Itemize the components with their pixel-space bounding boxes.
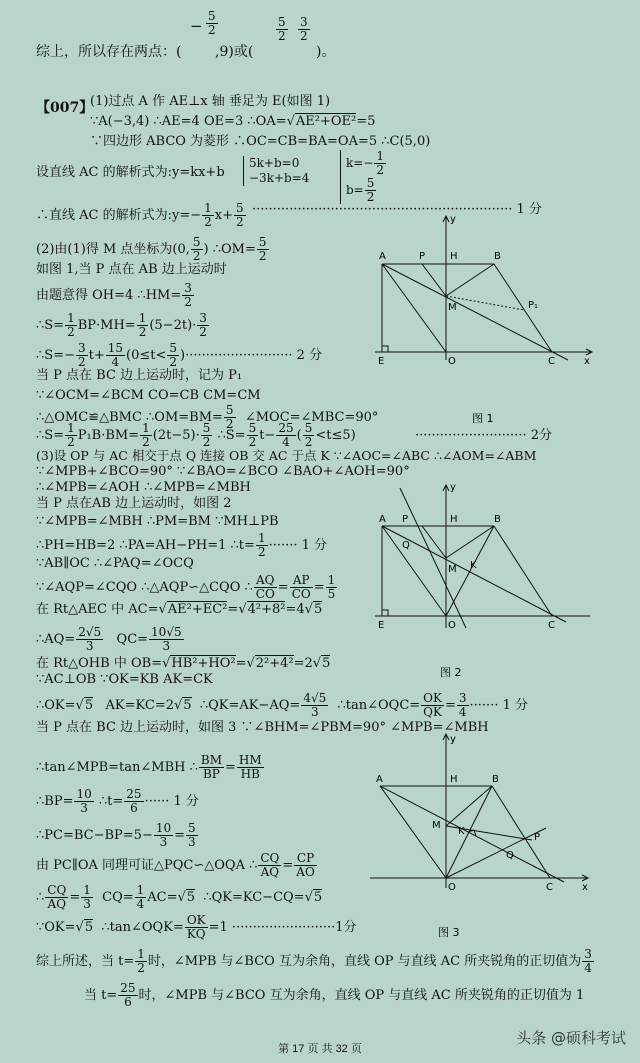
fig2-label-k: K: [470, 560, 477, 571]
fig1-seg-mb: [446, 264, 494, 296]
p3-line15: ∴tan∠MPB=tan∠MBH ∴ $\frac{BM}{BP}$ = $\frac{HM}{HB}$: [36, 753, 262, 781]
fig1-label-m: M: [448, 302, 457, 313]
p2-line7: ∵∠OCM=∠BCM CO=CB CM=CM: [36, 388, 261, 403]
p3-line19: ∴ $\frac{CQ}{AQ}$ = $\frac{1}{3}$ CQ= $\frac{1}{4}$ AC=√5 ∴QK=KC−CQ=√5: [36, 883, 323, 911]
fig1-label-a: A: [379, 251, 386, 262]
fig1-label-y: y: [450, 214, 456, 225]
p3-line8: ∵∠AQP=∠CQO ∴△AQP∽△CQO ∴ $\frac{AQ}{CO}$ = $\frac{AP}{CO}$ = $\frac{1}{5}$: [36, 573, 336, 601]
fig2-label-q: Q: [402, 540, 410, 551]
p1-line3: ∵四边形 ABCO 为菱形 ∴OC=CB=BA=OA=5 ∴C(5,0): [90, 134, 431, 149]
header-frac-5-2b: $\frac{5}{2}$: [278, 15, 286, 43]
fig3-caption: 图 3: [438, 926, 460, 939]
fig3-label-c: C: [546, 882, 553, 893]
fig2-caption: 图 2: [440, 666, 462, 678]
p3-line10: ∴AQ= $\frac{2√5}{3}$ QC= $\frac{10√5}{3}$: [36, 625, 182, 653]
fig2-label-e: E: [378, 620, 385, 631]
p2-line9: ∴S= $\frac{1}{2}$ P₁B·BM= $\frac{1}{2}$ (2t−5)· $\frac{5}{2}$ ∴S= $\frac{5}{2}$ t− $\frac{25}{4}$ ( $\frac{5}{2}$ <t≤5): [36, 421, 356, 449]
header-summary: 综上，所以存在两点：(: [36, 44, 182, 60]
fig2-label-p: P: [402, 514, 409, 525]
fig1-label-p1: P₁: [528, 300, 539, 311]
figure-3: [350, 730, 600, 940]
p2-score: ··························· 2分: [415, 428, 552, 443]
p3-line14: 当 P 点在 BC 边上运动时，如图 3 ∵∠BHM=∠PBM=90° ∠MPB=∠MBH: [36, 720, 489, 735]
problem-id: 【007】: [36, 100, 94, 116]
watermark: 头条 @硕科考试: [516, 1029, 626, 1047]
p3-line6: ∴PH=HB=2 ∴PA=AH−PH=1 ∴t= $\frac{1}{2}$ ······· 1 分: [36, 531, 328, 559]
header-mid: ,9)或(: [215, 44, 254, 60]
fig3-side-ao: [380, 786, 446, 878]
page-footer: 第 17 页 共 32 页: [278, 1043, 362, 1055]
p3-line18: 由 PC∥OA 同理可证△PQC∽△OQA ∴ $\frac{CQ}{AQ}$ = $\frac{CP}{AO}$: [36, 851, 315, 879]
p2-line6: 当 P 点在 BC 边上运动时，记为 P₁: [36, 368, 243, 383]
fig1-right-angle-e: [382, 346, 388, 352]
p2-line1: (2)由(1)得 M 点坐标为(0, $\frac{5}{2}$ ) ∴OM= $\frac{5}{2}$: [36, 235, 267, 263]
figure-2: [370, 478, 600, 678]
p2-line8: ∴△OMC≌△BMC ∴OM=BM= $\frac{5}{2}$ ∠MOC=∠MBC=90°: [36, 403, 379, 431]
p1-score: ······························································· 1 分: [252, 202, 542, 217]
fig1-label-x: x: [584, 356, 590, 367]
fig3-label-p: P: [534, 832, 541, 843]
fig1-label-b: B: [494, 251, 501, 262]
fig1-side-bc: [494, 264, 552, 352]
header-frac-5-2: $\frac{5}{2}$: [208, 9, 216, 37]
p3-line5: ∵∠MPB=∠MBH ∴PM=BM ∵MH⊥PB: [36, 514, 279, 529]
p3-line12: ∵AC⊥OB ∵OK=KB AK=CK: [36, 672, 213, 687]
p3-line9: 在 Rt△AEC 中 AC=√AE²+EC²=√4²+8²=4√5: [36, 602, 323, 617]
fig1-label-p: P: [419, 251, 426, 262]
fig3-label-h: H: [450, 774, 458, 785]
fig1-label-o: O: [448, 356, 456, 367]
p1-system: 5k+b=0 −3k+b=4: [243, 156, 309, 186]
fig3-label-b: B: [492, 774, 499, 785]
p3-line21: 综上所述，当 t= $\frac{1}{2}$ 时，∠MPB 与∠BCO 互为余角，直线 OP 与直线 AC 所夹锐角的正切值为 $\frac{3}{4}$: [36, 947, 592, 975]
p3-line20: ∵OK=√5 ∴tan∠OQK= $\frac{OK}{KQ}$ =1 ·························1分: [36, 913, 357, 941]
fig2-side-bc: [494, 526, 552, 616]
fig3-label-o: O: [448, 882, 456, 893]
fig3-label-k: K: [458, 826, 465, 837]
fig2-side-ao: [382, 526, 446, 616]
fig2-label-b: B: [494, 514, 501, 525]
fig1-caption: 图 1: [472, 412, 494, 424]
fig2-label-m: M: [448, 564, 457, 575]
p1-line2: ∵A(−3,4) ∴AE=4 OE=3 ∴OA=√AE²+OE²=5: [90, 114, 376, 129]
p1-line5: ∴直线 AC 的解析式为:y=− $\frac{1}{2}$ x+ $\frac{5}{2}$: [36, 201, 244, 229]
fig3-label-m: M: [432, 820, 441, 831]
p3-line17: ∴PC=BC−BP=5− $\frac{10}{3}$ = $\frac{5}{3}$: [36, 821, 196, 849]
p3-line16: ∴BP= $\frac{10}{3}$ ∴t= $\frac{25}{6}$ ······ 1 分: [36, 787, 199, 815]
p3-line13: ∴OK=√5 AK=KC=2√5 ∴QK=AK−AQ= $\frac{4√5}{3}$ ∴tan∠OQC= $\frac{OK}{QK}$ = $\frac{3}{4}$ ······· 1 分: [36, 691, 528, 719]
fig2-label-h: H: [450, 514, 458, 525]
p3-line2: ∵∠MPB+∠BCO=90° ∵∠BAO=∠BCO ∠BAO+∠AOH=90°: [36, 464, 410, 479]
header-frac-3-2: $\frac{3}{2}$: [300, 15, 308, 43]
fig2-seg-mb: [446, 526, 494, 558]
fig3-label-x: x: [582, 882, 588, 893]
fig2-line-op: [400, 488, 466, 628]
p3-line7: ∵AB∥OC ∴∠PAQ=∠OCQ: [36, 556, 194, 571]
fig3-label-q: Q: [506, 850, 514, 861]
fig2-label-c: C: [548, 620, 555, 631]
fig2-label-y: y: [450, 482, 456, 493]
fig3-side-bc: [492, 786, 550, 878]
header-neg-sign: −: [190, 17, 203, 35]
p2-line3: 由题意得 OH=4 ∴HM= $\frac{3}{2}$: [36, 281, 192, 309]
fig1-line-ac: [382, 264, 568, 360]
fig2-right-angle-e: [382, 610, 388, 616]
p3-line22: 当 t= $\frac{25}{6}$ 时，∠MPB 与∠BCO 互为余角，直线 OP 与直线 AC 所夹锐角的正切值为 1: [84, 981, 585, 1009]
p3-line1: (3)设 OP 与 AC 相交于点 Q 连接 OB 交 AC 于点 K ∵∠AOC=∠ABC ∴∠AOM=∠ABM: [36, 448, 537, 463]
fig3-seg-mb: [446, 786, 492, 826]
fig2-label-a: A: [379, 514, 386, 525]
p1-line4: 设直线 AC 的解析式为:y=kx+b: [36, 165, 225, 180]
fig1-label-e: E: [378, 356, 385, 367]
fig2-label-o: O: [448, 620, 456, 631]
fig1-label-c: C: [548, 356, 555, 367]
p2-line4: ∴S= $\frac{1}{2}$ BP·MH= $\frac{1}{2}$ (5−2t)· $\frac{3}{2}$: [36, 311, 207, 339]
header-end: )。: [316, 44, 336, 60]
p2-line2: 如图 1,当 P 点在 AB 边上运动时: [36, 262, 227, 277]
p2-line5: ∴S=− $\frac{3}{2}$ t+ $\frac{15}{4}$ (0≤t< $\frac{5}{2}$ )·························· 2 分: [36, 341, 323, 369]
fig3-label-y: y: [450, 734, 456, 745]
p1-line1: (1)过点 A 作 AE⊥x 轴 垂足为 E(如图 1): [90, 94, 331, 109]
p3-line3: ∴∠MPB=∠AOH ∴∠MPB=∠MBH: [36, 480, 251, 495]
fig1-label-h: H: [450, 251, 458, 262]
fig3-label-a: A: [376, 774, 383, 785]
figure-1: [370, 212, 600, 424]
p3-line4: 当 P 点在AB 边上运动时，如图 2: [36, 496, 232, 511]
p3-line11: 在 Rt△OHB 中 OB=√HB²+HO²=√2²+4²=2√5: [36, 656, 331, 671]
fig1-side-ao: [382, 264, 446, 352]
p1-solution: k=− $\frac{1}{2}$ b= $\frac{5}{2}$: [340, 150, 387, 204]
